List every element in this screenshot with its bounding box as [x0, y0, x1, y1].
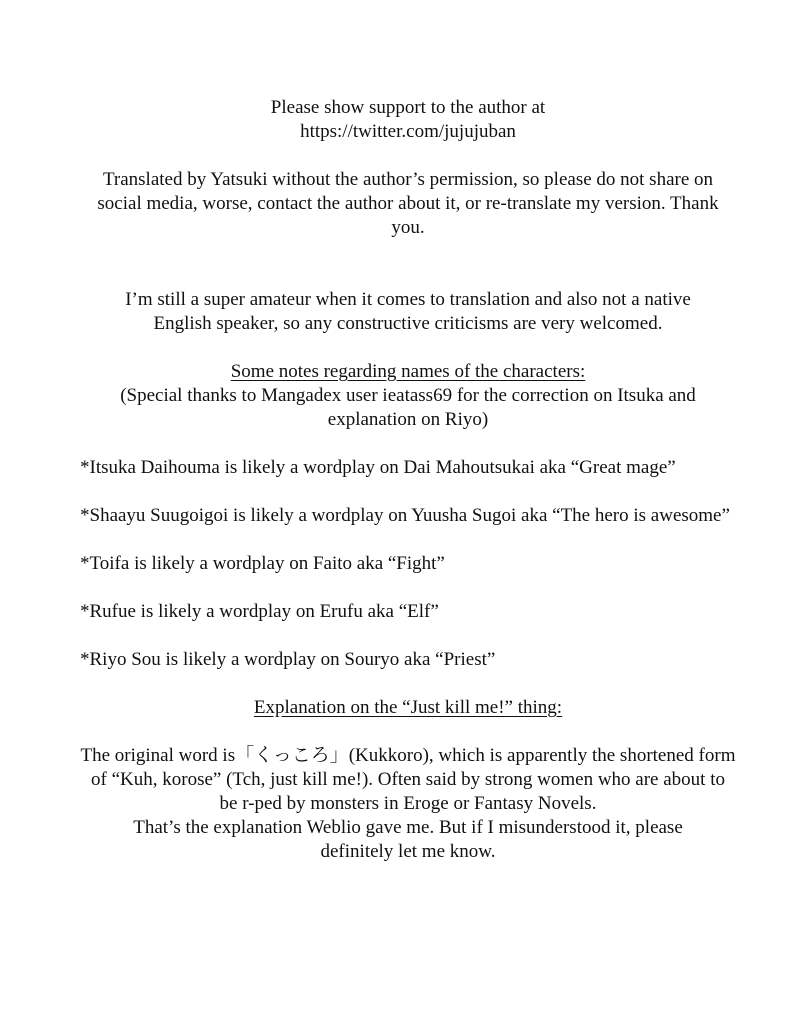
- kill-closing: That’s the explanation Weblio gave me. But if I misunderstood it, please definitely let me know.: [133, 817, 683, 862]
- names-thanks: (Special thanks to Mangadex user ieatass69 for the correction on Itsuka and explanation on Riyo): [120, 385, 696, 430]
- kill-heading: Explanation on the “Just kill me!” thing:: [253, 697, 563, 718]
- translator-note: Translated by Yatsuki without the author’s permission, so please do not share on social media, worse, contact the author about it, or re-translate my version. Thank you.: [97, 169, 719, 238]
- author-link[interactable]: https://twitter.com/jujujuban: [300, 121, 516, 142]
- names-heading: Some notes regarding names of the characters:: [230, 361, 586, 382]
- name-note-riyo: *Riyo Sou is likely a wordplay on Souryo aka “Priest”: [80, 649, 496, 670]
- name-note-itsuka: *Itsuka Daihouma is likely a wordplay on Dai Mahoutsukai aka “Great mage”: [80, 457, 676, 478]
- support-block: [80, 96, 736, 144]
- kill-explanation: The original word is「くっころ」(Kukkoro), which is apparently the shortened form of “Kuh, korose” (Tch, just kill me!). Often said by strong women who are about to be r-ped by monsters in Eroge or Fantasy Novels.: [80, 745, 736, 814]
- amateur-note: I’m still a super amateur when it comes to translation and also not a native English speaker, so any constructive criticisms are very welcomed.: [125, 289, 691, 334]
- name-note-toifa: *Toifa is likely a wordplay on Faito aka “Fight”: [80, 553, 445, 574]
- support-line-1: Please show support to the author at: [270, 97, 546, 118]
- name-note-shaayu: *Shaayu Suugoigoi is likely a wordplay on Yuusha Sugoi aka “The hero is awesome”: [80, 505, 730, 526]
- name-note-rufue: *Rufue is likely a wordplay on Erufu aka “Elf”: [80, 601, 439, 622]
